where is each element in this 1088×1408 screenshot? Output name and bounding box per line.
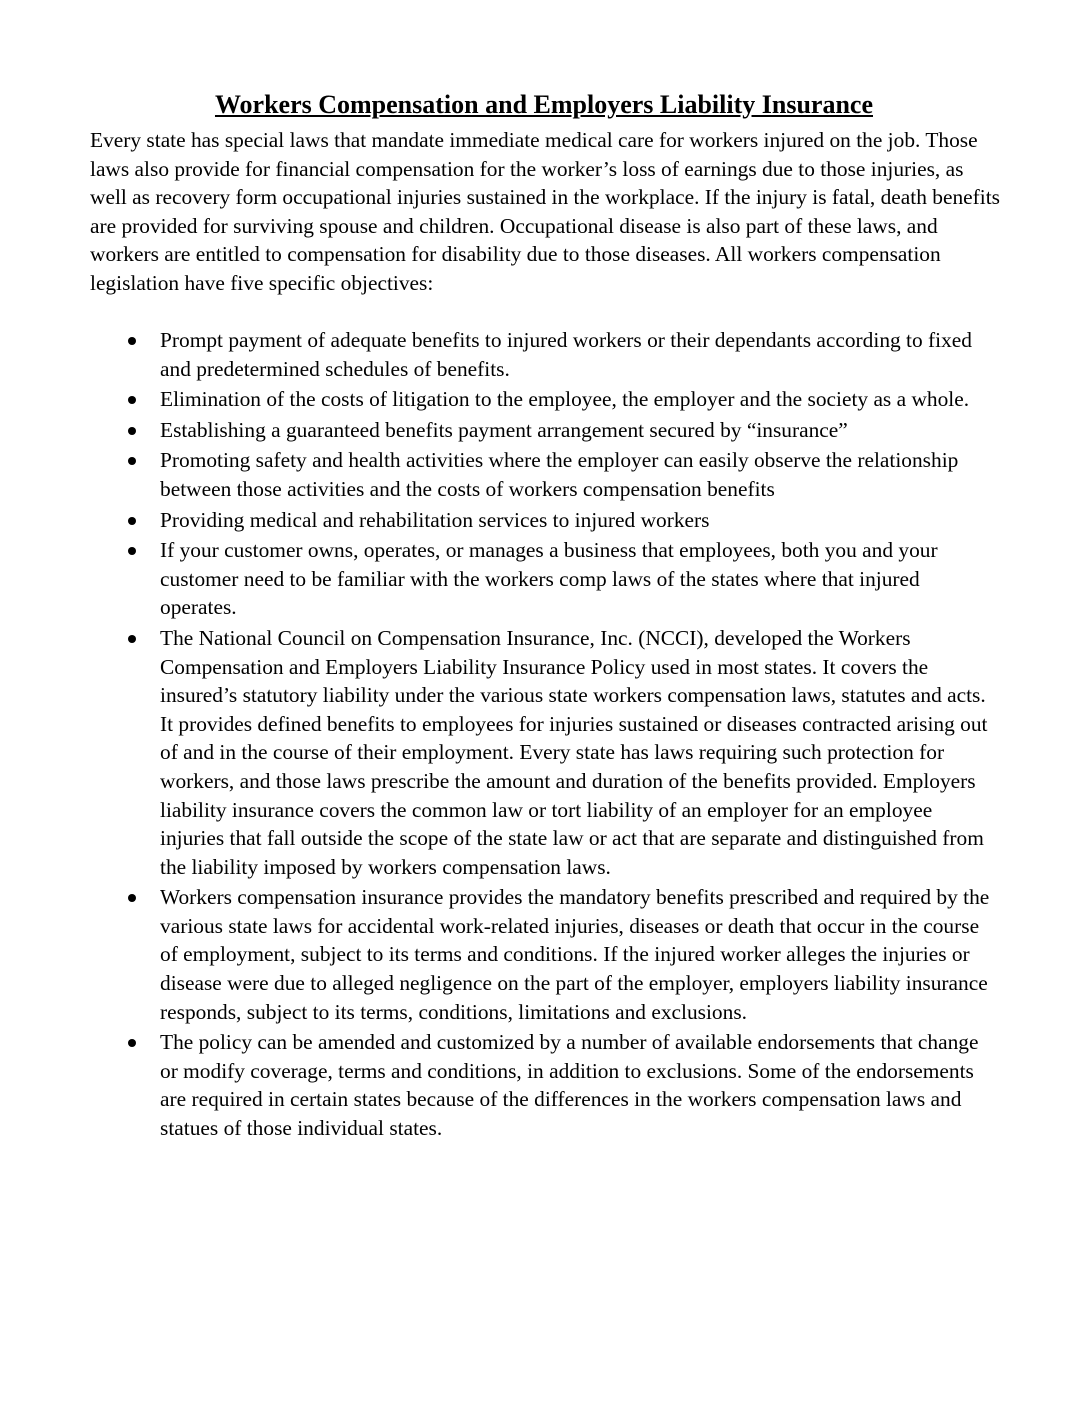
list-item-text: Establishing a guaranteed benefits payment arrangement secured by “insurance” <box>160 417 848 442</box>
bullet-icon <box>128 1039 136 1047</box>
bullet-icon <box>128 337 136 345</box>
list-item <box>90 624 1000 881</box>
list-item <box>90 416 1000 445</box>
bullet-icon <box>128 396 136 404</box>
list-item <box>90 326 1000 383</box>
list-item-text: Workers compensation insurance provides the mandatory benefits prescribed and required by the various state laws for accidental work-related injuries, diseases or death that occur in the course of employment, subject to its terms and conditions. If the injured worker alleges the injuries or disease were due to alleged negligence on the part of the employer, employers liability insurance responds, subject to its terms, conditions, limitations and exclusions. <box>160 885 990 1024</box>
list-item-text: Elimination of the costs of litigation to the employee, the employer and the society as a whole. <box>160 387 970 412</box>
bullet-icon <box>128 547 136 555</box>
list-item <box>90 883 1000 1026</box>
list-item-text: Providing medical and rehabilitation services to injured workers <box>160 507 710 532</box>
bullet-icon <box>128 894 136 902</box>
list-item <box>90 1028 1000 1142</box>
intro-paragraph: Every state has special laws that mandate immediate medical care for workers injured on the job. Those laws also provide for financial compensation for the worker’s loss of earnings due to those injuries, as well as recovery form occupational injuries sustained in the workplace. If the injury is fatal, death benefits are provided for surviving spouse and children. Occupational disease is also part of these laws, and workers are entitled to compensation for disability due to those diseases. All workers compensation legislation have five specific objectives: <box>90 128 1000 295</box>
document-title: Workers Compensation and Employers Liability Insurance <box>214 90 873 119</box>
objectives-list <box>90 326 1000 1145</box>
list-item-text: If your customer owns, operates, or manages a business that employees, both you and your customer need to be familiar with the workers comp laws of the states where that injured operates. <box>160 538 938 620</box>
list-item-text: Promoting safety and health activities where the employer can easily observe the relationship between those activities and the costs of workers compensation benefits <box>160 448 959 501</box>
list-item <box>90 506 1000 535</box>
list-item <box>90 536 1000 622</box>
list-item <box>90 385 1000 414</box>
bullet-icon <box>128 427 136 435</box>
bullet-icon <box>128 635 136 643</box>
bullet-icon <box>128 517 136 525</box>
list-item-text: The National Council on Compensation Insurance, Inc. (NCCI), developed the Workers Compensation and Employers Liability Insurance Policy used in most states. It covers the insured’s statutory liability under the various state workers compensation laws, statutes and acts. It provides defined benefits to employees for injuries sustained or diseases contracted arising out of and in the course of their employment. Every state has laws requiring such protection for workers, and those laws prescribe the amount and duration of the benefits provided. Employers liability insurance covers the common law or tort liability of an employer for an employee injuries that fall outside the scope of the state law or act that are separate and distinguished from the liability imposed by workers compensation laws. <box>160 625 988 879</box>
list-item-text: Prompt payment of adequate benefits to injured workers or their dependants according to fixed and predetermined schedules of benefits. <box>160 328 972 381</box>
bullet-icon <box>128 457 136 465</box>
list-item-text: The policy can be amended and customized by a number of available endorsements that change or modify coverage, terms and conditions, in addition to exclusions. Some of the endorsements are required in certain states because of the differences in the workers compensation laws and statues of those individual states. <box>160 1030 979 1141</box>
list-item <box>90 446 1000 503</box>
